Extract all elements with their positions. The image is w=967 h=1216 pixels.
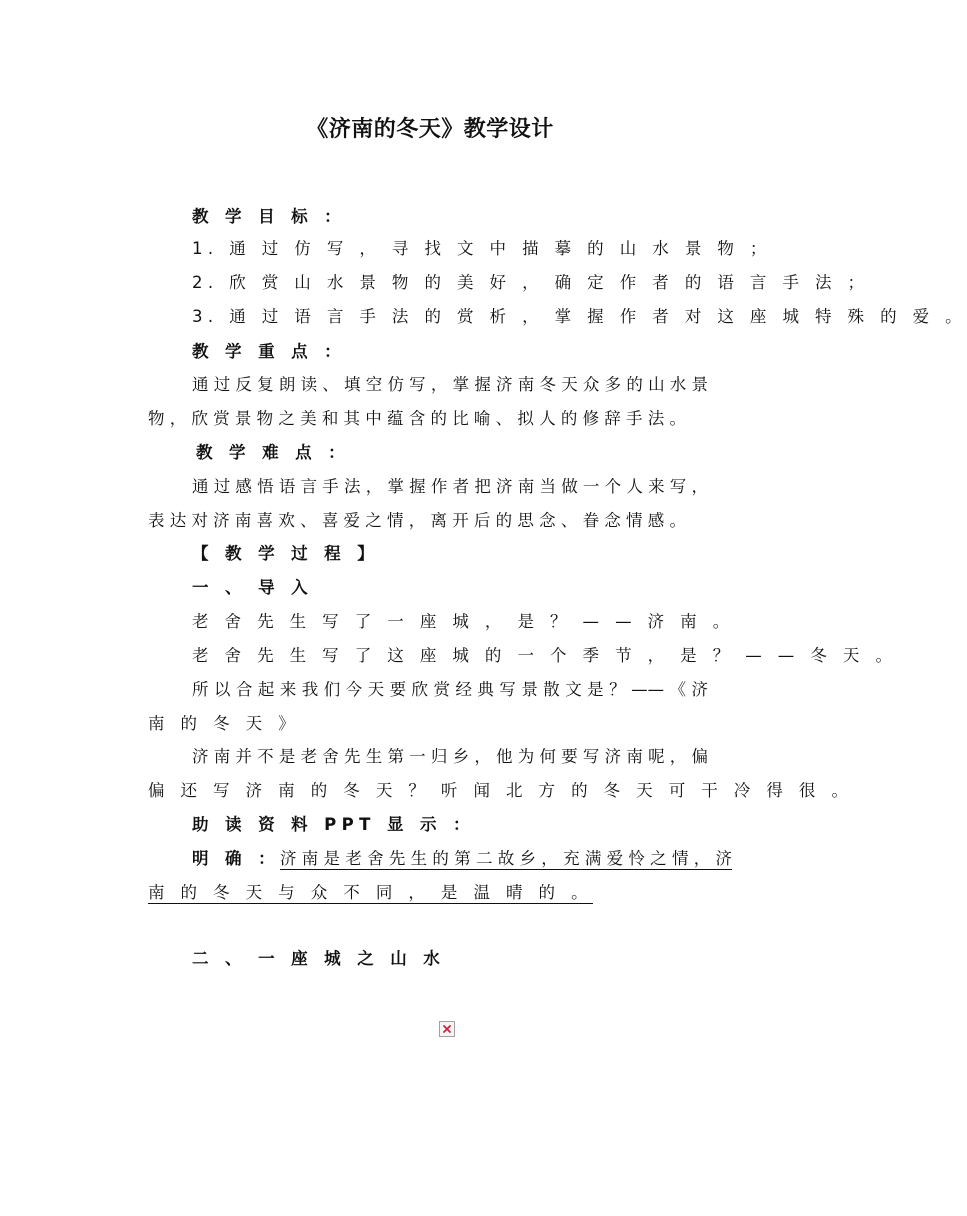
section2-heading: 二 、 一 座 城 之 山 水: [192, 949, 446, 968]
process-heading: 【 教 学 过 程 】: [192, 544, 380, 563]
ppt-note: 助 读 资 料 PPT 显 示 ：: [192, 815, 475, 834]
objective-item-2: 2. 欣 赏 山 水 景 物 的 美 好 ， 确 定 作 者 的 语 言 手 法 ；: [192, 273, 870, 292]
objectives-heading: 教 学 目 标 ：: [192, 207, 347, 226]
intro-paragraph-3-line-1: 所以合起来我们今天要欣赏经典写景散文是？——《济: [192, 680, 708, 699]
difficulties-line-1: 通过感悟语言手法，掌握作者把济南当做一个人来写，: [192, 477, 708, 496]
key-points-heading: 教 学 重 点 ：: [192, 342, 347, 361]
clarify-text-1: 济南是老舍先生的第二故乡，充满爱怜之情，济: [280, 849, 732, 868]
clarify-line-1: [192, 848, 732, 870]
intro-paragraph-4-line-1: 济南并不是老舍先生第一归乡，他为何要写济南呢，偏: [192, 747, 708, 766]
intro-paragraph-3-line-2: 南 的 冬 天 》: [148, 714, 301, 733]
clarify-line-2: 南 的 冬 天 与 众 不 同 ， 是 温 晴 的 。: [148, 883, 593, 902]
document-title: 《济南的冬天》教学设计: [306, 117, 554, 142]
difficulties-line-2: 表达对济南喜欢、喜爱之情，离开后的思念、眷念情感。: [148, 511, 686, 530]
key-points-line-1: 通过反复朗读、填空仿写，掌握济南冬天众多的山水景: [192, 375, 708, 394]
difficulties-heading: 教 学 难 点 ：: [196, 443, 351, 462]
intro-paragraph-1: 老 舍 先 生 写 了 一 座 城 ， 是 ？ — — 济 南 。: [192, 612, 735, 631]
objective-item-3: 3. 通 过 语 言 手 法 的 赏 析 ， 掌 握 作 者 对 这 座 城 特 殊 的 爱 。: [192, 307, 967, 326]
broken-image-icon: [439, 1021, 455, 1037]
intro-paragraph-2: 老 舍 先 生 写 了 这 座 城 的 一 个 季 节 ， 是 ？ — — 冬 天 。: [192, 646, 898, 665]
intro-paragraph-4-line-2: 偏 还 写 济 南 的 冬 天 ？ 听 闻 北 方 的 冬 天 可 干 冷 得 很 。: [148, 781, 854, 800]
section1-heading: 一 、 导 入: [192, 578, 314, 597]
clarify-label: 明 确 ：: [192, 849, 280, 868]
key-points-line-2: 物，欣赏景物之美和其中蕴含的比喻、拟人的修辞手法。: [148, 409, 686, 428]
objective-item-1: 1. 通 过 仿 写 ， 寻 找 文 中 描 摹 的 山 水 景 物 ；: [192, 239, 772, 258]
